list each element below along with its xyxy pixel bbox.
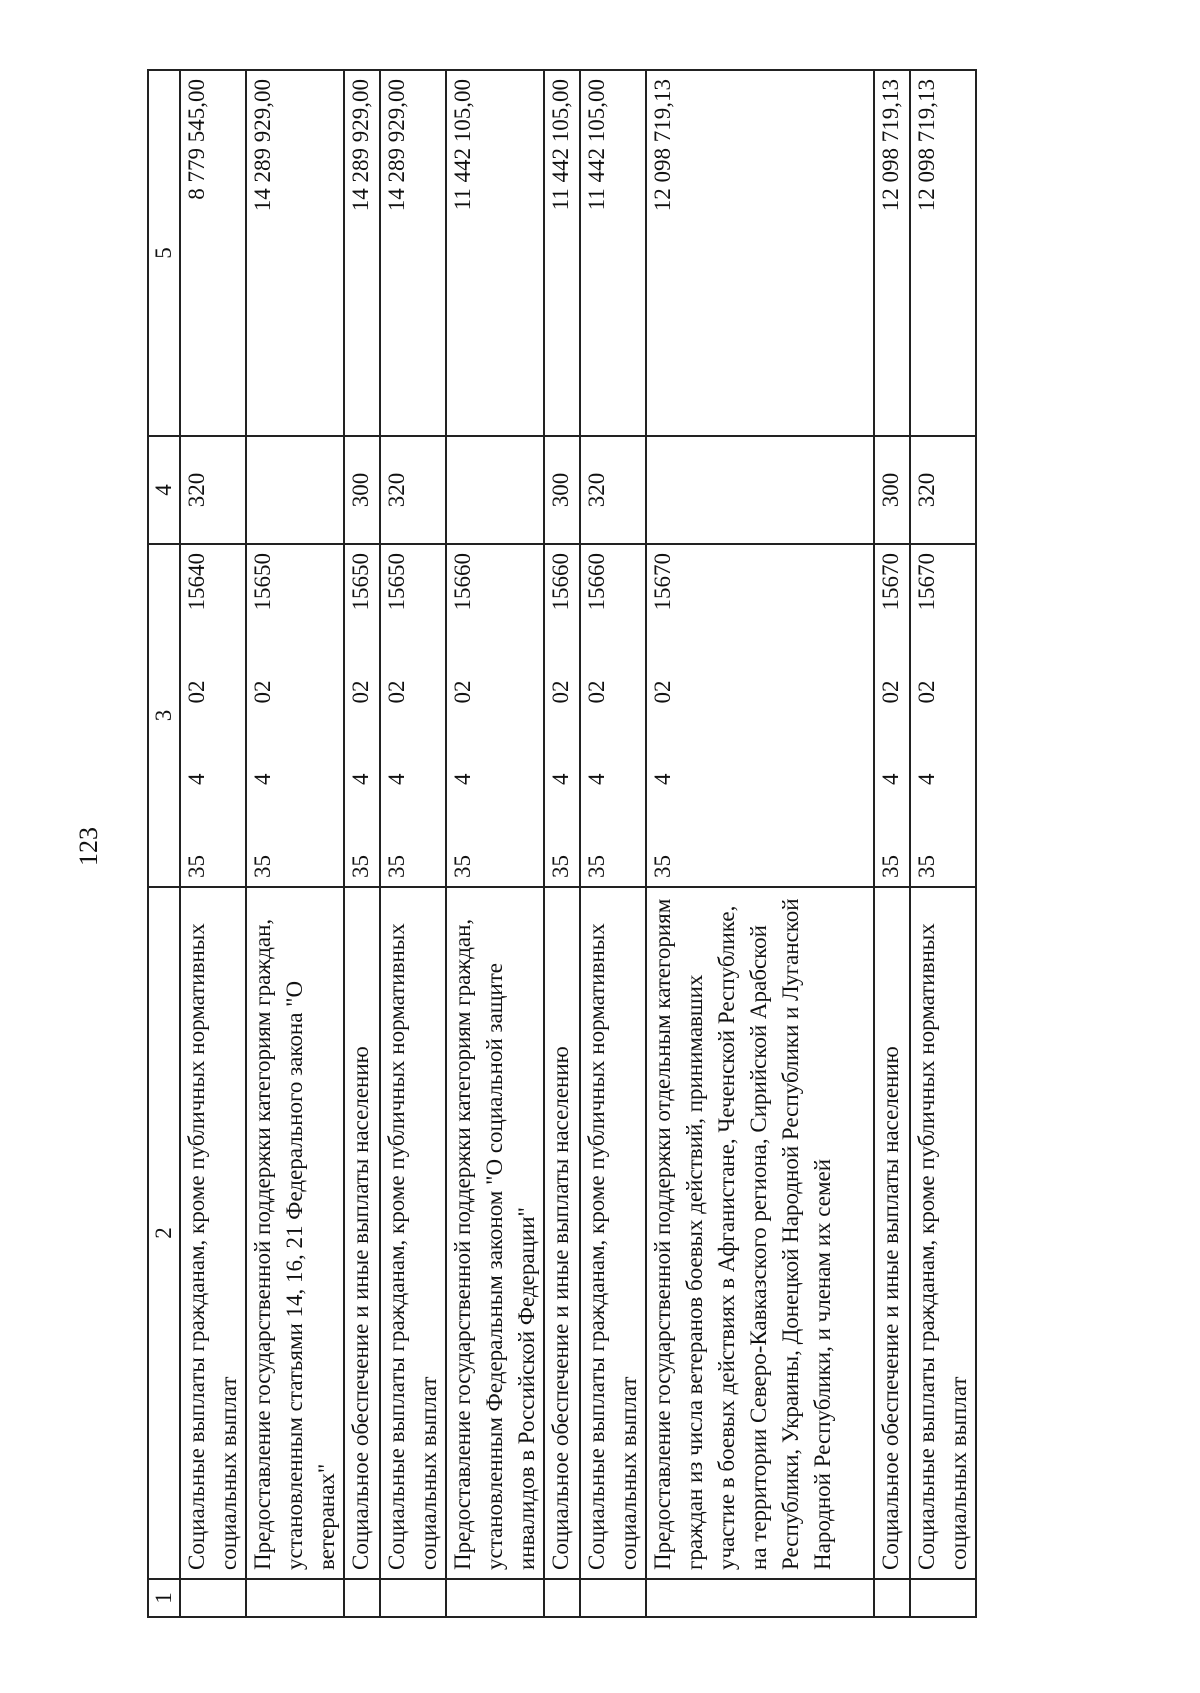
code-part: 02 [384, 680, 409, 704]
code-part: 15650 [250, 553, 275, 611]
row-amount: 11 442 105,00 [580, 70, 646, 436]
row-expense-type: 300 [344, 436, 380, 544]
column-header-2: 2 [148, 887, 180, 1579]
row-index-cell [446, 1579, 544, 1617]
row-amount: 11 442 105,00 [544, 70, 580, 436]
row-code [180, 544, 246, 887]
code-part: 02 [878, 680, 903, 704]
row-name: Социальные выплаты гражданам, кроме публичных нормативных социальных выплат [580, 887, 646, 1579]
row-amount: 14 289 929,00 [246, 70, 344, 436]
code-part: 35 [348, 855, 373, 878]
table-row [580, 70, 646, 1617]
row-amount: 8 779 545,00 [180, 70, 246, 436]
row-index-cell [874, 1579, 910, 1617]
row-code [874, 544, 910, 887]
row-index-cell [646, 1579, 874, 1617]
row-index-cell [180, 1579, 246, 1617]
row-index-cell [544, 1579, 580, 1617]
row-code [246, 544, 344, 887]
row-amount: 12 098 719,13 [646, 70, 874, 436]
row-amount: 12 098 719,13 [910, 70, 976, 436]
row-code [544, 544, 580, 887]
code-part: 02 [584, 680, 609, 704]
code-part: 4 [348, 773, 373, 785]
code-part: 02 [348, 680, 373, 704]
row-amount: 12 098 719,13 [874, 70, 910, 436]
code-part: 35 [650, 855, 675, 878]
row-name: Социальное обеспечение и иные выплаты населению [544, 887, 580, 1579]
row-name: Социальное обеспечение и иные выплаты населению [344, 887, 380, 1579]
code-part: 15660 [450, 553, 475, 611]
code-part: 35 [548, 855, 573, 878]
code-part: 4 [584, 773, 609, 785]
row-expense-type [246, 436, 344, 544]
code-part: 4 [450, 773, 475, 785]
row-name: Социальные выплаты гражданам, кроме публичных нормативных социальных выплат [180, 887, 246, 1579]
code-part: 15670 [914, 553, 939, 611]
page-number: 123 [74, 827, 103, 866]
code-part: 15650 [384, 553, 409, 611]
row-code [580, 544, 646, 887]
row-name: Социальные выплаты гражданам, кроме публичных нормативных социальных выплат [380, 887, 446, 1579]
table-body [180, 70, 976, 1617]
code-part: 02 [450, 680, 475, 704]
row-name: Социальные выплаты гражданам, кроме публичных нормативных социальных выплат [910, 887, 976, 1579]
row-index-cell [344, 1579, 380, 1617]
code-part: 4 [548, 773, 573, 785]
code-part: 4 [650, 773, 675, 785]
row-code [910, 544, 976, 887]
row-index-cell [246, 1579, 344, 1617]
row-expense-type [446, 436, 544, 544]
code-part: 02 [548, 680, 573, 704]
code-part: 35 [584, 855, 609, 878]
table-row [344, 70, 380, 1617]
code-part: 15650 [348, 553, 373, 611]
row-index-cell [910, 1579, 976, 1617]
table-row [544, 70, 580, 1617]
row-index-cell [380, 1579, 446, 1617]
row-amount: 14 289 929,00 [344, 70, 380, 436]
row-expense-type: 300 [874, 436, 910, 544]
row-name: Предоставление государственной поддержки категориям граждан, установленным статьями 14, 16, 21 Федерального закона "О ветеранах" [246, 887, 344, 1579]
code-part: 15670 [878, 553, 903, 611]
table-row [380, 70, 446, 1617]
code-part: 35 [250, 855, 275, 878]
row-expense-type: 300 [544, 436, 580, 544]
row-expense-type [646, 436, 874, 544]
code-part: 35 [450, 855, 475, 878]
code-part: 15670 [650, 553, 675, 611]
column-header-5: 5 [148, 70, 180, 436]
table-row [446, 70, 544, 1617]
row-expense-type: 320 [580, 436, 646, 544]
code-part: 4 [914, 773, 939, 785]
row-expense-type: 320 [380, 436, 446, 544]
row-code [446, 544, 544, 887]
code-part: 35 [914, 855, 939, 878]
table-row [246, 70, 344, 1617]
code-part: 35 [184, 855, 209, 878]
table-row [874, 70, 910, 1617]
column-header-1: 1 [148, 1579, 180, 1617]
row-name: Социальное обеспечение и иные выплаты населению [874, 887, 910, 1579]
row-name: Предоставление государственной поддержки отдельным категориям граждан из числа ветеранов боевых действий, принимавших участие в боевых действиях в Афганистане, Чеченской Республике, на территории Северо-Кавказского региона, Сирийской Арабской Республики, Украины, Донецкой Народной Республики и Луганской Народной Республики, и членам их семей [646, 887, 874, 1579]
row-code [344, 544, 380, 887]
code-part: 02 [250, 680, 275, 704]
code-part: 4 [184, 773, 209, 785]
row-index-cell [580, 1579, 646, 1617]
row-code [380, 544, 446, 887]
code-part: 02 [914, 680, 939, 704]
table-row [646, 70, 874, 1617]
code-part: 35 [384, 855, 409, 878]
header-row [148, 70, 180, 1617]
code-part: 15660 [548, 553, 573, 611]
code-part: 4 [878, 773, 903, 785]
table-row [910, 70, 976, 1617]
column-header-3: 3 [148, 544, 180, 887]
code-part: 4 [384, 773, 409, 785]
row-name: Предоставление государственной поддержки категориям граждан, установленным Федеральным законом "О социальной защите инвалидов в Российской Федерации" [446, 887, 544, 1579]
code-part: 4 [250, 773, 275, 785]
code-part: 35 [878, 855, 903, 878]
row-code [646, 544, 874, 887]
row-amount: 11 442 105,00 [446, 70, 544, 436]
row-expense-type: 320 [180, 436, 246, 544]
row-amount: 14 289 929,00 [380, 70, 446, 436]
code-part: 15660 [584, 553, 609, 611]
column-header-4: 4 [148, 436, 180, 544]
code-part: 02 [650, 680, 675, 704]
code-part: 02 [184, 680, 209, 704]
budget-table [147, 69, 977, 1618]
table-row [180, 70, 246, 1617]
row-expense-type: 320 [910, 436, 976, 544]
code-part: 15640 [184, 553, 209, 611]
